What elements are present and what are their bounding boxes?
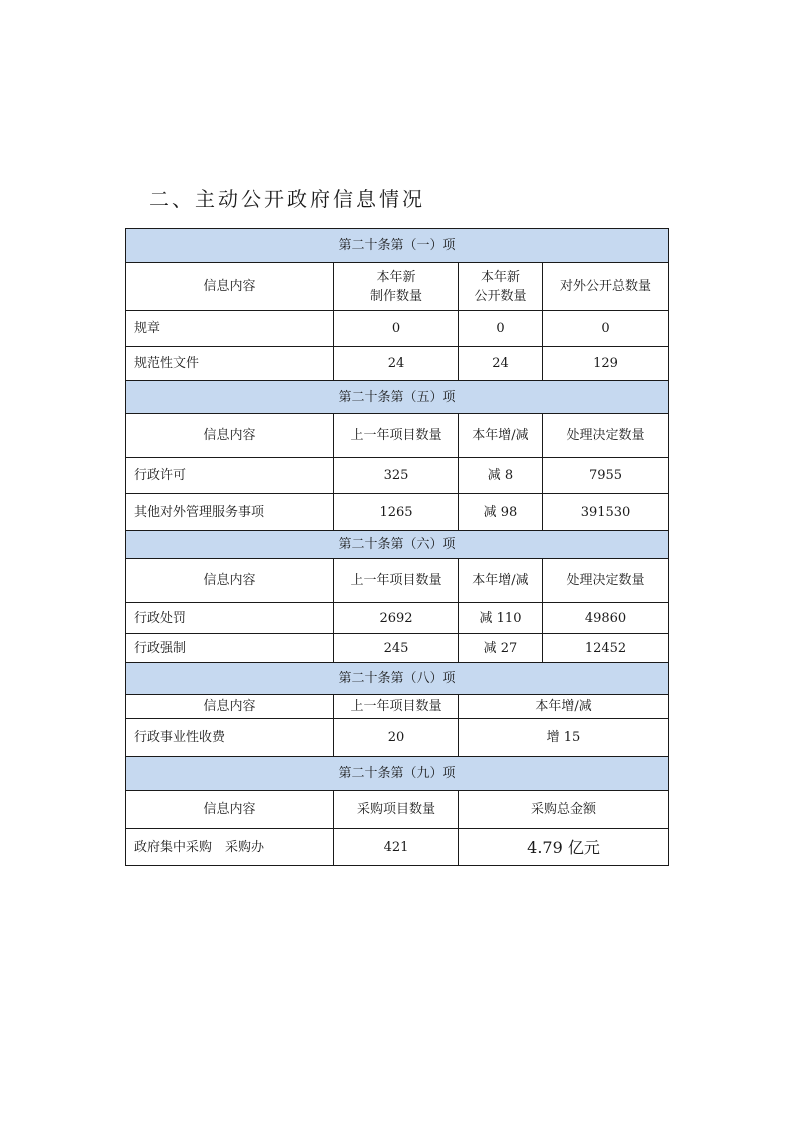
section-header-row bbox=[126, 531, 669, 559]
cell-value: 1265 bbox=[334, 494, 459, 531]
row-label: 其他对外管理服务事项 bbox=[126, 494, 334, 531]
header-cell: 信息内容 bbox=[126, 559, 334, 603]
header-cell: 本年增/减 bbox=[459, 695, 669, 719]
table-row bbox=[126, 311, 669, 347]
header-cell: 信息内容 bbox=[126, 414, 334, 458]
header-cell: 采购总金额 bbox=[459, 791, 669, 829]
cell-value: 0 bbox=[543, 311, 669, 347]
section-header-row bbox=[126, 229, 669, 263]
row-label: 行政事业性收费 bbox=[126, 719, 334, 757]
cell-value: 49860 bbox=[543, 603, 669, 634]
header-cell: 上一年项目数量 bbox=[334, 559, 459, 603]
cell-value: 2692 bbox=[334, 603, 459, 634]
table-header-row bbox=[126, 263, 669, 311]
section-title: 第二十条第（一）项 bbox=[126, 229, 669, 263]
section-title: 第二十条第（六）项 bbox=[126, 531, 669, 559]
header-cell: 处理决定数量 bbox=[543, 559, 669, 603]
header-cell: 对外公开总数量 bbox=[543, 263, 669, 311]
cell-value: 20 bbox=[334, 719, 459, 757]
header-cell bbox=[459, 263, 543, 311]
table-header-row bbox=[126, 559, 669, 603]
cell-value: 24 bbox=[334, 347, 459, 381]
cell-value: 0 bbox=[334, 311, 459, 347]
table-row bbox=[126, 494, 669, 531]
cell-value: 245 bbox=[334, 634, 459, 663]
header-cell: 信息内容 bbox=[126, 695, 334, 719]
header-cell bbox=[334, 263, 459, 311]
cell-value: 421 bbox=[334, 829, 459, 866]
cell-value: 24 bbox=[459, 347, 543, 381]
header-cell: 上一年项目数量 bbox=[334, 695, 459, 719]
cell-value: 12452 bbox=[543, 634, 669, 663]
section-header-row bbox=[126, 757, 669, 791]
cell-value: 减 98 bbox=[459, 494, 543, 531]
header-cell: 本年增/减 bbox=[459, 559, 543, 603]
row-label: 行政许可 bbox=[126, 458, 334, 494]
table-row bbox=[126, 719, 669, 757]
cell-value: 391530 bbox=[543, 494, 669, 531]
header-cell: 处理决定数量 bbox=[543, 414, 669, 458]
page-title: 二、主动公开政府信息情况 bbox=[149, 187, 425, 211]
header-cell: 上一年项目数量 bbox=[334, 414, 459, 458]
table-row bbox=[126, 634, 669, 663]
header-line: 本年新 bbox=[376, 269, 416, 285]
header-cell: 采购项目数量 bbox=[334, 791, 459, 829]
cell-value: 7955 bbox=[543, 458, 669, 494]
section-header-row bbox=[126, 663, 669, 695]
cell-value: 增 15 bbox=[459, 719, 669, 757]
header-cell: 本年增/减 bbox=[459, 414, 543, 458]
header-line: 公开数量 bbox=[474, 288, 527, 304]
row-label: 规章 bbox=[126, 311, 334, 347]
section-title: 第二十条第（八）项 bbox=[126, 663, 669, 695]
total-amount: 4.79 亿元 bbox=[459, 829, 669, 866]
table-row bbox=[126, 347, 669, 381]
section-title: 第二十条第（五）项 bbox=[126, 381, 669, 414]
table-row bbox=[126, 829, 669, 866]
header-line: 制作数量 bbox=[369, 288, 422, 304]
cell-value: 0 bbox=[459, 311, 543, 347]
table-header-row bbox=[126, 414, 669, 458]
row-label: 行政强制 bbox=[126, 634, 334, 663]
cell-value: 减 27 bbox=[459, 634, 543, 663]
cell-value: 减 110 bbox=[459, 603, 543, 634]
table-row bbox=[126, 603, 669, 634]
table-header-row bbox=[126, 791, 669, 829]
cell-value: 减 8 bbox=[459, 458, 543, 494]
table-row bbox=[126, 458, 669, 494]
header-cell: 信息内容 bbox=[126, 791, 334, 829]
info-table bbox=[125, 228, 669, 866]
section-header-row bbox=[126, 381, 669, 414]
header-line: 本年新 bbox=[480, 269, 520, 285]
table-header-row bbox=[126, 695, 669, 719]
row-label: 行政处罚 bbox=[126, 603, 334, 634]
cell-value: 325 bbox=[334, 458, 459, 494]
cell-value: 129 bbox=[543, 347, 669, 381]
section-title: 第二十条第（九）项 bbox=[126, 757, 669, 791]
row-label: 政府集中采购 采购办 bbox=[126, 829, 334, 866]
row-label: 规范性文件 bbox=[126, 347, 334, 381]
header-cell: 信息内容 bbox=[126, 263, 334, 311]
